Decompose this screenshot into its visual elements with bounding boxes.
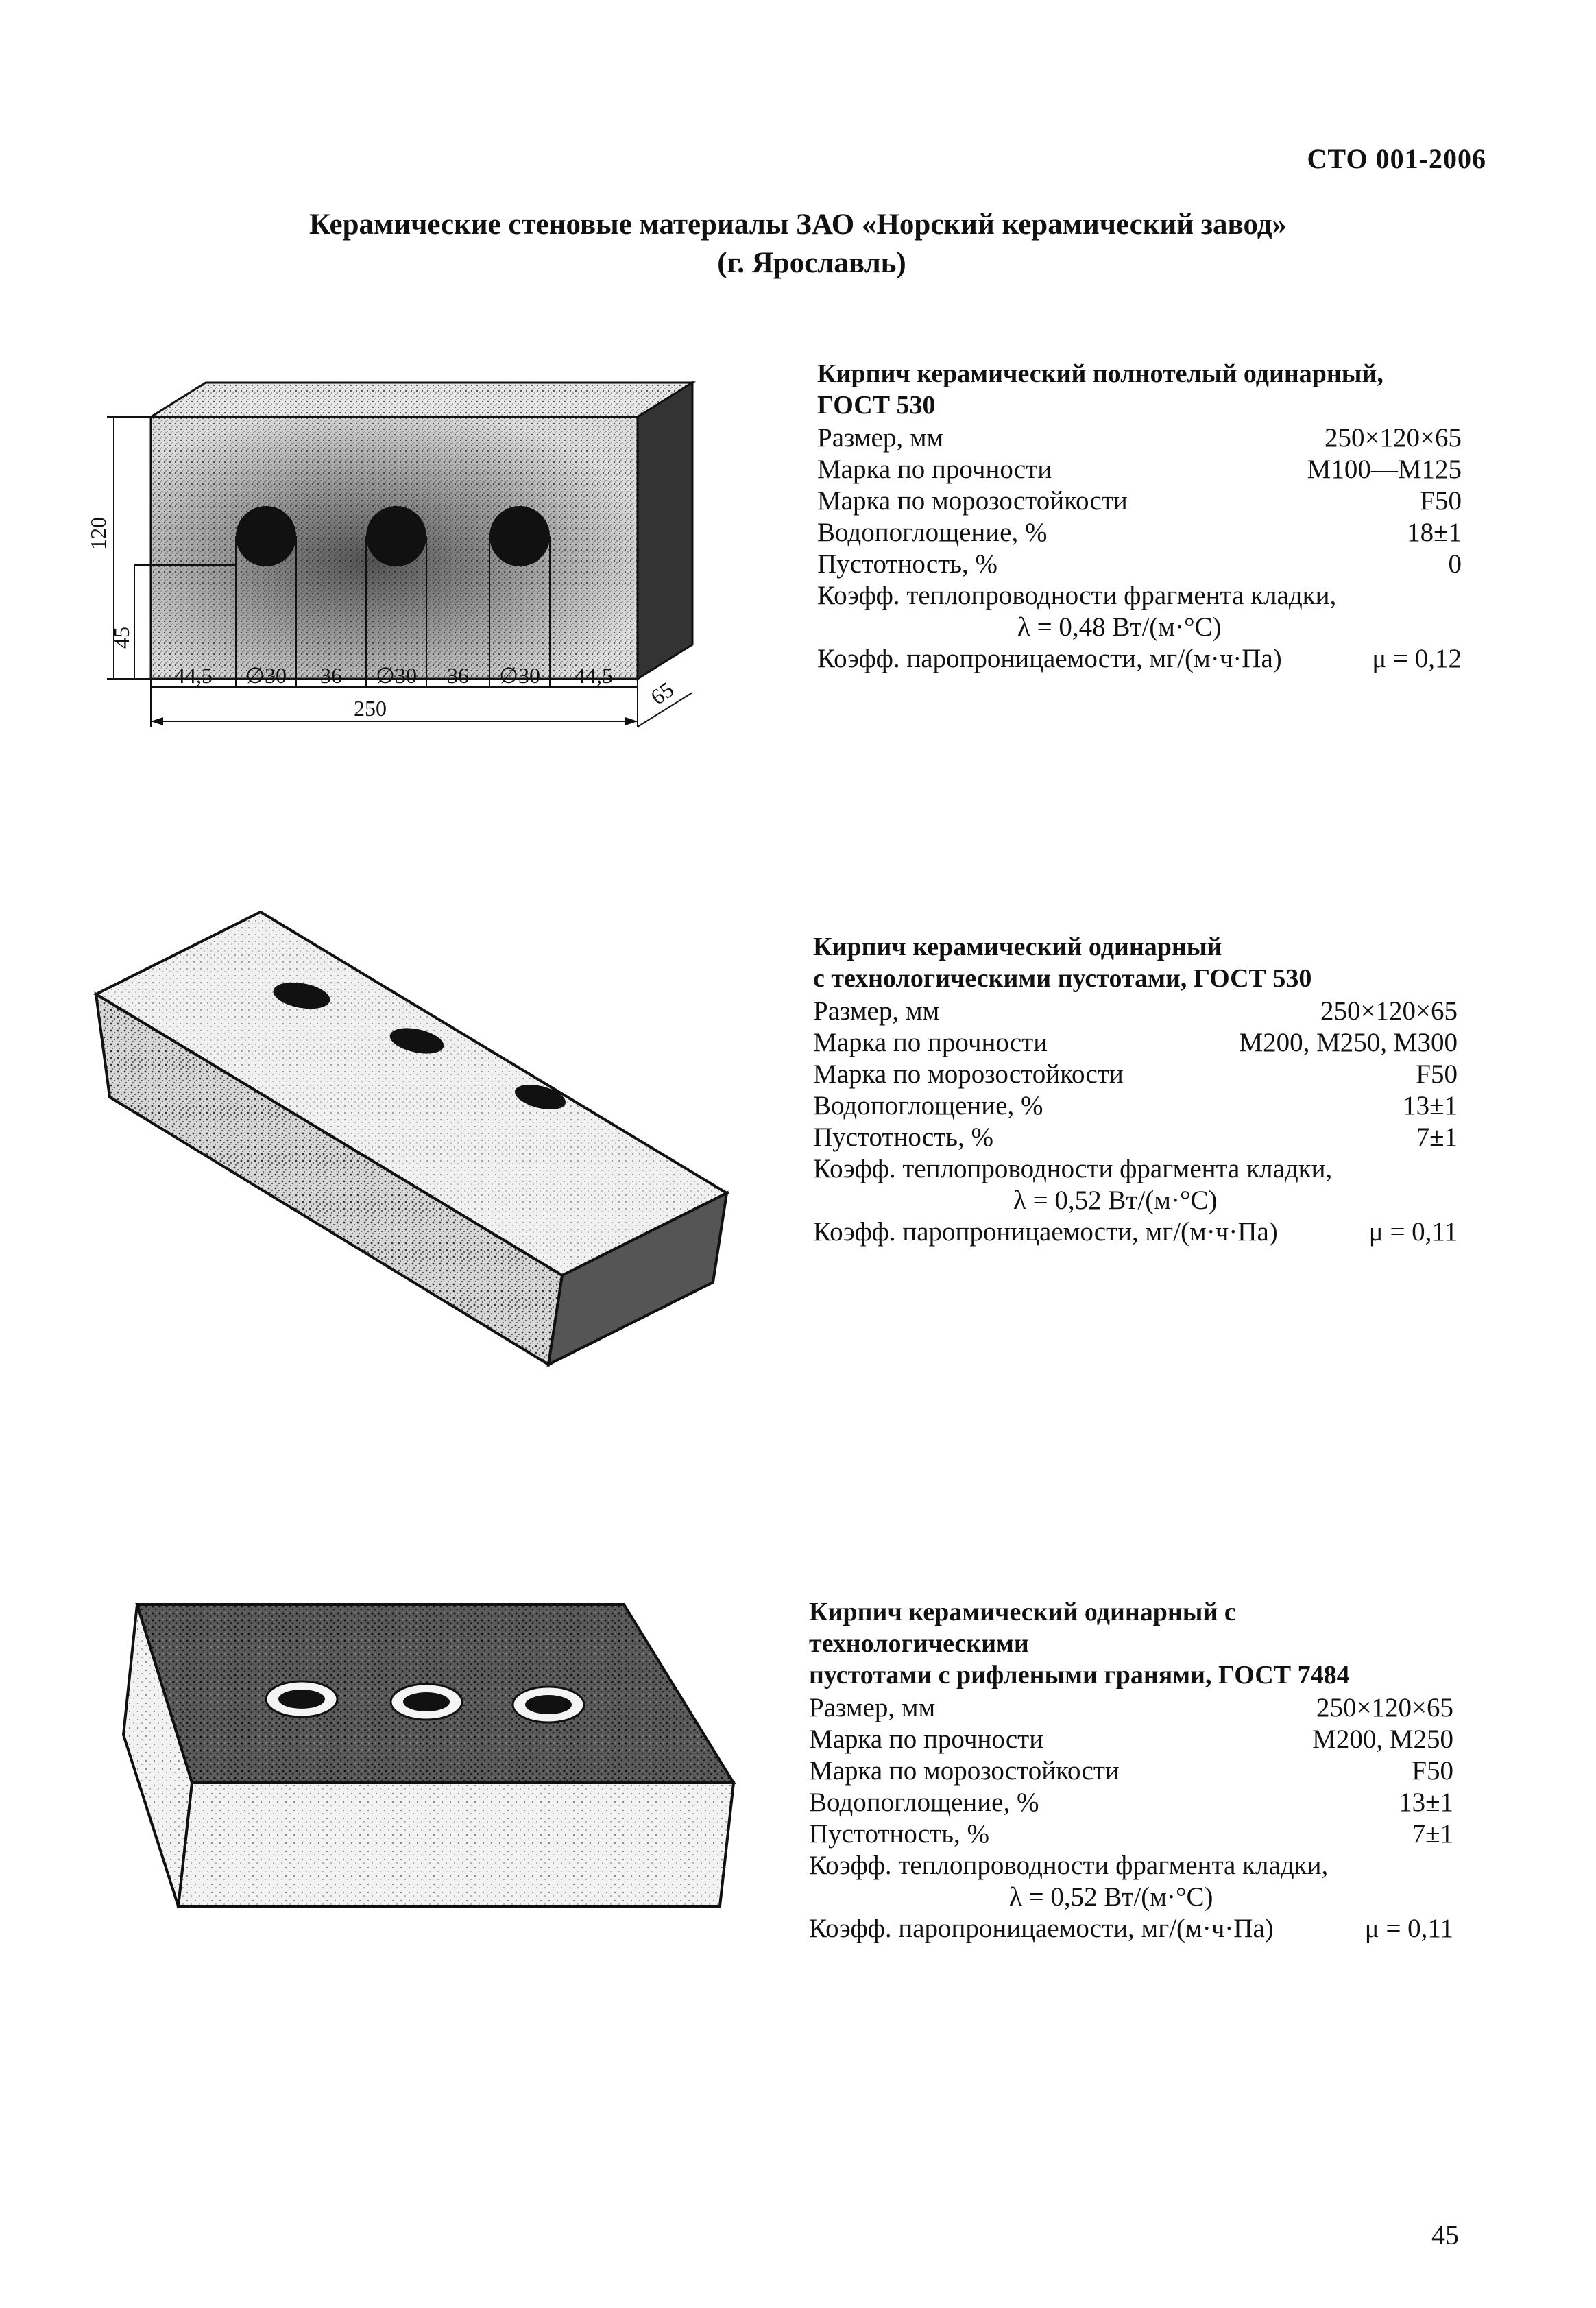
spec-row-size [813, 996, 1458, 1027]
page-number: 45 [1431, 2220, 1459, 2250]
spec-label: Пустотность, % [817, 549, 998, 579]
spec-value: 7±1 [1412, 1819, 1453, 1849]
brick-voids-svg [82, 891, 754, 1371]
spec-value: М200, М250 [1312, 1724, 1453, 1754]
spec-value: μ = 0,12 [1372, 644, 1462, 673]
spec-row-vapor [817, 643, 1462, 675]
spec-label: Водопоглощение, % [813, 1091, 1043, 1120]
spec-thermal-label: Коэфф. теплопроводности фрагмента кладки, [817, 581, 1337, 610]
spec-row-frost [817, 485, 1462, 517]
spec-value: F50 [1416, 1059, 1458, 1089]
spec-row-frost [813, 1059, 1458, 1090]
product-title [813, 931, 1458, 994]
spec-value: 250×120×65 [1316, 1693, 1453, 1722]
brick-with-voids-drawing-icon [82, 891, 754, 1371]
dim-segment-6: ∅30 [499, 663, 540, 688]
page-title [0, 206, 1596, 283]
product-title [817, 358, 1462, 421]
spec-value: μ = 0,11 [1364, 1914, 1453, 1943]
spec-label: Марка по морозостойкости [817, 486, 1128, 516]
dim-segment-2: ∅30 [245, 663, 287, 688]
spec-label: Коэфф. паропроницаемости, мг/(м·ч·Па) [809, 1914, 1274, 1943]
spec-thermal-label: Коэфф. теплопроводности фрагмента кладки, [813, 1154, 1333, 1183]
spec-row-strength [817, 454, 1462, 485]
document-code: СТО 001-2006 [1307, 143, 1486, 174]
spec-row-vapor [813, 1216, 1458, 1248]
spec-label: Коэфф. паропроницаемости, мг/(м·ч·Па) [817, 644, 1282, 673]
spec-value: 250×120×65 [1325, 423, 1462, 453]
product-title-line1: Кирпич керамический одинарный с технологическими [809, 1598, 1236, 1658]
brick-drawing-with-dimensions-icon [75, 357, 706, 741]
spec-label: Размер, мм [813, 996, 940, 1026]
spec-label: Марка по прочности [813, 1028, 1048, 1057]
spec-label: Марка по морозостойкости [813, 1059, 1124, 1089]
dim-segment-7: 44,5 [575, 663, 613, 688]
spec-label: Водопоглощение, % [809, 1788, 1039, 1817]
dim-hole-height-label: 45 [109, 627, 134, 649]
spec-row-voidness [813, 1122, 1458, 1153]
spec-label: Пустотность, % [809, 1819, 990, 1849]
product-title [809, 1596, 1453, 1691]
spec-thermal-value: λ = 0,48 Вт/(м·°С) [1017, 612, 1222, 642]
spec-value: 0 [1448, 549, 1462, 579]
spec-label: Водопоглощение, % [817, 518, 1048, 547]
product-title-line1: Кирпич керамический одинарный [813, 933, 1222, 961]
product-title-line1: Кирпич керамический полнотелый одинарный, [817, 359, 1383, 388]
spec-label: Марка по прочности [817, 455, 1052, 484]
dim-depth-label: 65 [646, 677, 679, 710]
dim-segment-5: 36 [447, 663, 469, 688]
spec-label: Пустотность, % [813, 1122, 994, 1152]
spec-row-size [809, 1692, 1453, 1724]
brick-dimension-svg [75, 357, 706, 741]
product-title-line2: с технологическими пустотами, ГОСТ 530 [813, 964, 1312, 993]
dim-height-label: 120 [86, 517, 110, 550]
product-spec-solid-brick [817, 358, 1462, 675]
spec-thermal-value: λ = 0,52 Вт/(м·°С) [1009, 1882, 1213, 1912]
product-title-line2: ГОСТ 530 [817, 391, 936, 420]
spec-value: 7±1 [1416, 1122, 1458, 1152]
page-title-line1: Керамические стеновые материалы ЗАО «Норский керамический завод» [309, 208, 1287, 241]
dim-segment-3: 36 [320, 663, 342, 688]
spec-row-water [817, 517, 1462, 549]
spec-row-water [813, 1090, 1458, 1122]
spec-value: F50 [1412, 1756, 1453, 1786]
spec-value: 13±1 [1403, 1091, 1458, 1120]
product-spec-ribbed-brick [809, 1596, 1453, 1945]
spec-row-size [817, 422, 1462, 454]
spec-label: Марка по морозостойкости [809, 1756, 1120, 1786]
spec-thermal-label: Коэфф. теплопроводности фрагмента кладки, [809, 1851, 1329, 1880]
brick-ribbed-faces-drawing-icon [103, 1577, 747, 1934]
brick-ribbed-svg [103, 1577, 747, 1934]
page-title-line2: (г. Ярославль) [717, 247, 906, 279]
product-spec-voids-brick [813, 931, 1458, 1248]
spec-value: F50 [1420, 486, 1462, 516]
spec-label: Коэфф. паропроницаемости, мг/(м·ч·Па) [813, 1217, 1278, 1247]
dim-segment-1: 44,5 [174, 663, 213, 688]
spec-label: Размер, мм [817, 423, 944, 453]
spec-row-strength [809, 1724, 1453, 1755]
spec-value: μ = 0,11 [1368, 1217, 1458, 1247]
product-title-line2: пустотами с рифлеными гранями, ГОСТ 7484 [809, 1661, 1350, 1690]
spec-row-frost [809, 1755, 1453, 1787]
spec-row-voidness [817, 549, 1462, 580]
dim-segment-4: ∅30 [376, 663, 417, 688]
spec-value: М200, М250, М300 [1239, 1028, 1458, 1057]
spec-value: 13±1 [1399, 1788, 1453, 1817]
spec-row-strength [813, 1027, 1458, 1059]
spec-value: М100—М125 [1307, 455, 1462, 484]
spec-thermal-value: λ = 0,52 Вт/(м·°С) [1013, 1186, 1218, 1215]
spec-row-voidness [809, 1818, 1453, 1850]
spec-value: 250×120×65 [1320, 996, 1458, 1026]
spec-row-vapor [809, 1913, 1453, 1945]
spec-row-water [809, 1787, 1453, 1818]
spec-label: Размер, мм [809, 1693, 936, 1722]
spec-label: Марка по прочности [809, 1724, 1044, 1754]
dim-length-label: 250 [354, 696, 387, 721]
spec-value: 18±1 [1407, 518, 1462, 547]
